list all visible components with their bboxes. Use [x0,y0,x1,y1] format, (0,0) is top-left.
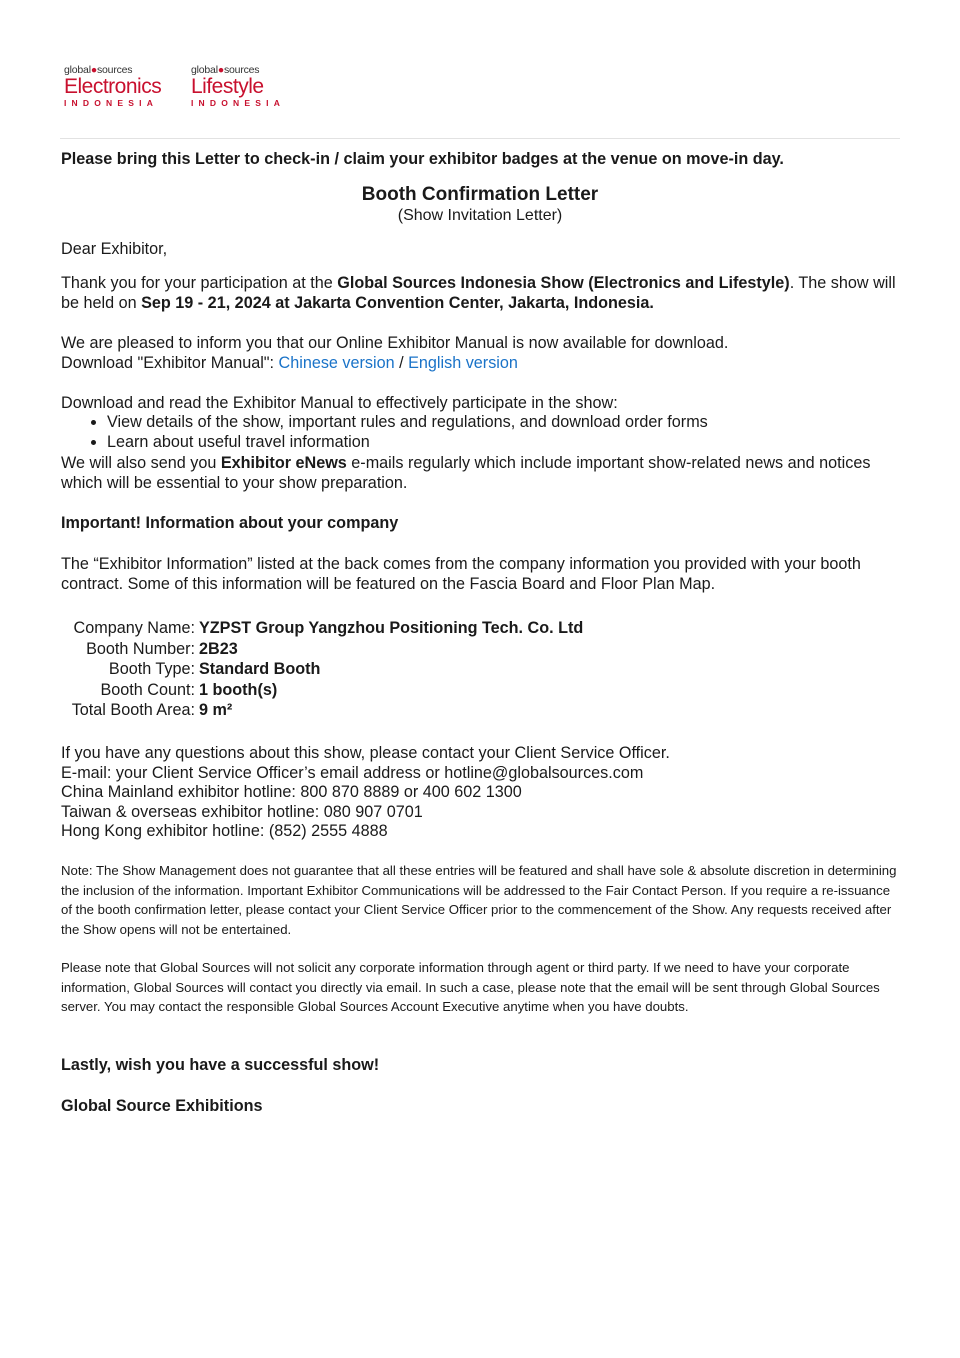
list-item: • Learn about useful travel information [107,433,708,453]
contact-block [61,744,670,842]
chinese-version-link[interactable]: Chinese version [278,353,395,372]
lifestyle-indonesia-logo: global●sources Lifestyle INDONESIA [191,64,286,108]
letter-subtitle: (Show Invitation Letter) [397,207,563,224]
manual-paragraph: We are pleased to inform you that our Online Exhibitor Manual is now available for download. Download "Exhibitor Manual": Chinese version / English version [61,334,729,372]
booth-count-row: Booth Count: 1 booth(s) [100,680,278,699]
company-info-table [60,618,583,721]
checkin-notice: Please bring this Letter to check-in / claim your exhibitor badges at the venue on move-in day. [61,150,784,168]
closing-line: Lastly, wish you have a successful show! [61,1056,380,1074]
total-booth-area-row: Total Booth Area: 9 m² [71,701,233,719]
contact-line: China Mainland exhibitor hotline: 800 870 8889 or 400 602 1300 [61,783,522,801]
english-version-link[interactable]: English version [408,353,518,372]
privacy-note: Please note that Global Sources will not solicit any corporate information through agent or third party. If we need to have your corporate information, Global Sources will contact you directly via email. In such a case, please note that the email will be sent through Global Sources server. You may contact the responsible Global Sources Account Executive anytime when you have doubts. [61,960,880,1014]
intro-paragraph: Thank you for your participation at the Global Sources Indonesia Show (Electronics and Lifestyle). The show will be held on Sep 19 - 21, 2024 at Jakarta Convention Center, Jakarta, Indonesia. [61,274,896,312]
exhibitor-info-paragraph: The “Exhibitor Information” listed at the back comes from the company information you provided with your booth contract. Some of this information will be featured on the Fascia Board and Floor Plan Map. [61,555,861,593]
contact-line: E-mail: your Client Service Officer’s email address or hotline@globalsources.com [61,763,644,782]
greeting: Dear Exhibitor, [61,240,168,258]
signature: Global Source Exhibitions [61,1097,263,1115]
contact-line: Taiwan & overseas exhibitor hotline: 080 907 0701 [61,802,423,821]
list-item: • View details of the show, important rules and regulations, and download order forms [107,413,708,433]
booth-type-row: Booth Type: Standard Booth [108,660,321,678]
electronics-indonesia-logo: global●sources Electronics INDONESIA [64,64,162,108]
booth-number-row: Booth Number: 2B23 [86,639,238,658]
manual-bullet-list [88,413,708,452]
contact-line: If you have any questions about this show, please contact your Client Service Officer. [61,744,670,762]
company-name-row: Company Name: YZPST Group Yangzhou Positioning Tech. Co. Ltd [73,619,584,637]
read-manual-text: Download and read the Exhibitor Manual to effectively participate in the show: [61,394,618,412]
management-note: Note: The Show Management does not guarantee that all these entries will be featured and shall have sole & absolute discretion in determining the inclusion of the information. Important Exhibitor Communications will be addressed to the Fair Contact Person. If you require a re-issuance of the booth confirmation letter, please contact your Client Service Officer prior to the commencement of the Show. Any requests received after the Show opens will not be entertained. [61,863,897,937]
letter-title: Booth Confirmation Letter [361,184,599,205]
header-divider [60,138,900,139]
contact-line: Hong Kong exhibitor hotline: (852) 2555 4888 [61,822,388,840]
enews-paragraph: We will also send you Exhibitor eNews e-mails regularly which include important show-related news and notices which will be essential to your show preparation. [61,454,871,492]
important-heading: Important! Information about your company [61,514,399,532]
